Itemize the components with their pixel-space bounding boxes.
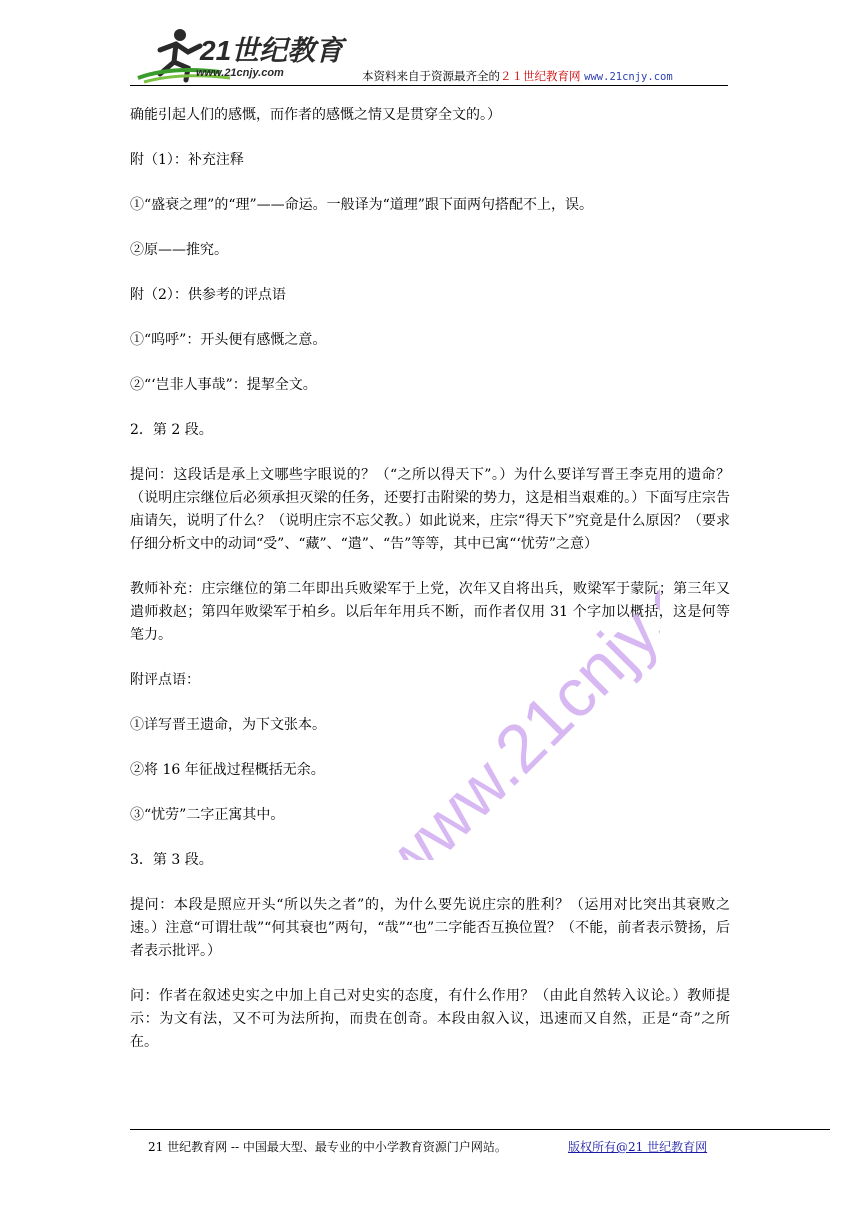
runner-logo-icon (130, 22, 350, 84)
watermark-text: www.21cnjy.com (365, 493, 660, 860)
header-divider (130, 85, 728, 86)
header-site-name[interactable]: ２１世纪教育网 (500, 69, 581, 83)
paragraph: 2．第 2 段。 (130, 422, 213, 438)
copyright-link[interactable]: 版权所有@21 世纪教育网 (568, 1140, 708, 1154)
paragraph: ②原——推究。 (130, 242, 228, 258)
paragraph: ③“忧劳”二字正寓其中。 (130, 807, 285, 823)
page-footer (148, 1138, 708, 1155)
header-prefix: 本资料来自于资源最齐全的 (362, 69, 500, 83)
page-header (130, 22, 730, 88)
header-caption (362, 68, 673, 84)
paragraph: 提问：本段是照应开头“所以失之者”的，为什么要先说庄宗的胜利？（运用对比突出其衰败之速。）注意“可谓壮哉”“何其衰也”两句，“哉”“也”二字能否互换位置？（不能，前者表示赞扬，后者表示批评。） (130, 897, 730, 959)
paragraph: 附（2）：供参考的评点语 (130, 287, 286, 303)
paragraph: ②将 16 年征战过程概括无余。 (130, 762, 325, 778)
paragraph: 问：作者在叙述史实之中加上自己对史实的态度，有什么作用？（由此自然转入议论。）教师提示：为文有法，又不可为法所拘，而贵在创奇。本段由叙入议，迅速而又自然，正是“奇”之所在。 (130, 988, 730, 1050)
paragraph: ②“‘岂非人事哉”：提挈全文。 (130, 377, 317, 393)
paragraph: ①“呜呼”：开头便有感慨之意。 (130, 332, 327, 348)
footer-tagline: 21 世纪教育网 -- 中国最大型、最专业的中小学教育资源门户网站。 (148, 1140, 507, 1154)
header-url[interactable]: www.21cnjy.com (584, 71, 673, 83)
paragraph: 教师补充：庄宗继位的第二年即出兵败梁军于上党，次年又自将出兵，败梁军于蒙阮；第三年又遣师救赵；第四年败梁军于柏乡。以后年年用兵不断，而作者仅用 31 个字加以概括，这是何等笔力。 (130, 581, 730, 643)
paragraph: 附评点语： (130, 672, 200, 688)
document-body (130, 104, 730, 1076)
paragraph: 确能引起人们的感慨，而作者的感慨之情又是贯穿全文的。） (130, 107, 501, 123)
logo-url: www.21cnjy.com (196, 67, 284, 79)
logo-text: 21世纪教育 (200, 35, 344, 66)
footer-divider (130, 1129, 830, 1130)
paragraph: 提问：这段话是承上文哪些字眼说的？（“之所以得天下”。）为什么要详写晋王李克用的遗命？（说明庄宗继位后必须承担灭梁的任务，还要打击附梁的势力，这是相当艰难的。）下面写庄宗告庙请矢，说明了什么？（说明庄宗不忘父教。）如此说来，庄宗“得天下”究竟是什么原因？（要求仔细分析文中的动词“受”、“藏”、“遣”、“告”等等，其中已寓“‘忧劳”之意） (130, 467, 730, 552)
paragraph: ①详写晋王遗命，为下文张本。 (130, 717, 326, 733)
paragraph: 附（1）：补充注释 (130, 152, 244, 168)
site-logo[interactable] (130, 22, 350, 84)
paragraph: 3．第 3 段。 (130, 852, 213, 868)
paragraph: ①“盛衰之理”的“理”——命运。一般译为“道理”跟下面两句搭配不上，误。 (130, 197, 593, 213)
